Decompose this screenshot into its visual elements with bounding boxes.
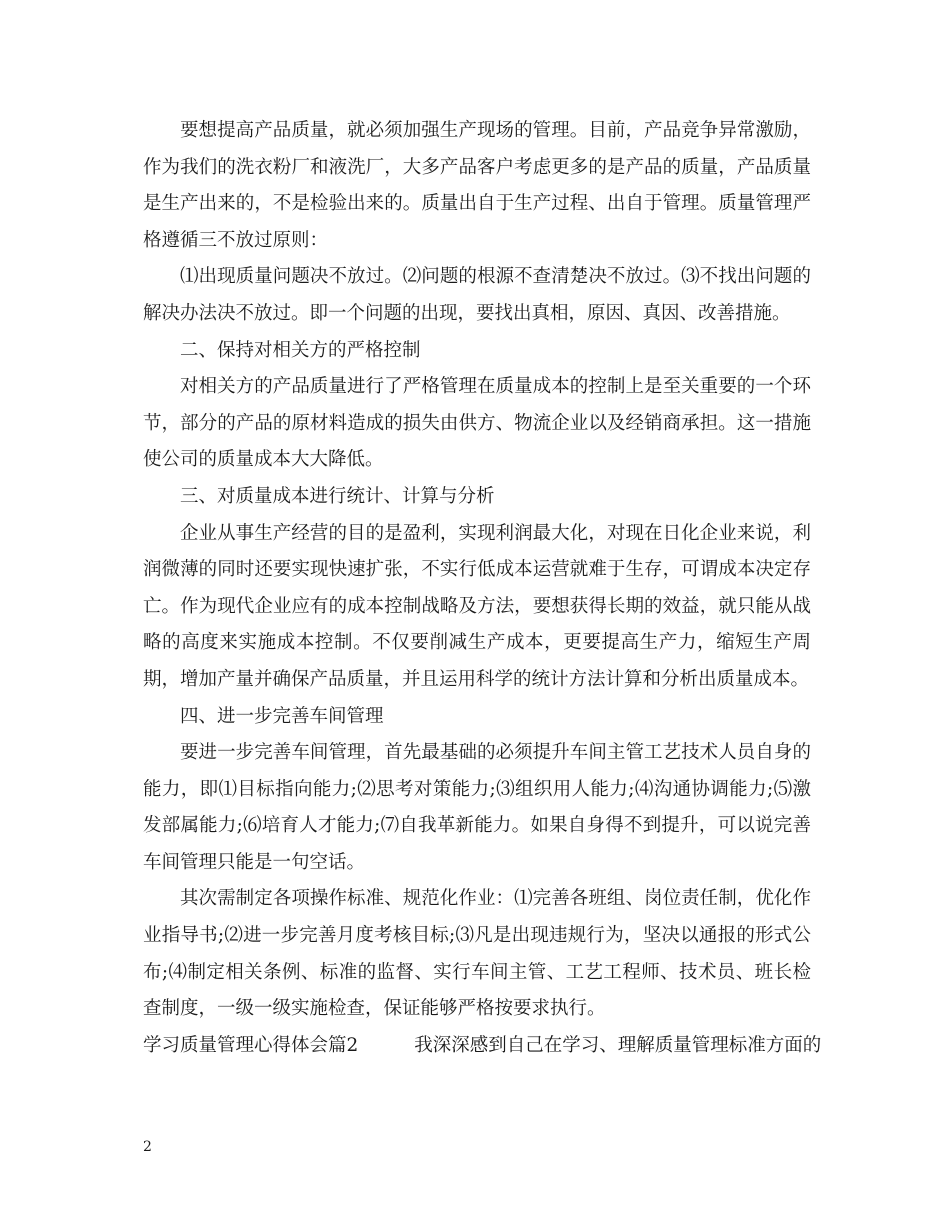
paragraph-related-parties: 对相关方的产品质量进行了严格管理在质量成本的控制上是至关重要的一个环节，部分的产品的原材料造成的损失由供方、物流企业以及经销商承担。这一措施使公司的质量成本大大降低。	[143, 376, 811, 471]
paragraph-production-site: 要想提高产品质量，就必须加强生产现场的管理。目前，产品竞争异常激励，作为我们的洗衣粉厂和液洗厂，大多产品客户考虑更多的是产品的质量，产品质量是生产出来的，不是检验出来的。质量出自于生产过程、出自于管理。质量管理严格遵循三不放过原则：	[143, 120, 811, 251]
paragraph-three-principles: ⑴出现质量问题决不放过。⑵问题的根源不查清楚决不放过。⑶不找出问题的解决办法决不放过。即一个问题的出现，要找出真相，原因、真因、改善措施。	[143, 266, 811, 324]
section-heading-2: 二、保持对相关方的严格控制	[180, 339, 421, 361]
paragraph-operating-standards: 其次需制定各项操作标准、规范化作业：⑴完善各班组、岗位责任制，优化作业指导书;⑵进一步完善月度考核目标;⑶凡是出现违规行为，坚决以通报的形式公布;⑷制定相关条例、标准的监督、实行车间主管、工艺工程师、技术员、班长检查制度，一级一级实施检查，保证能够严格按要求执行。	[143, 888, 811, 1020]
document-body	[143, 113, 822, 1064]
paragraph-workshop-management: 要进一步完善车间管理，首先最基础的必须提升车间主管工艺技术人员自身的能力，即⑴目标指向能力;⑵思考对策能力;⑶组织用人能力;⑷沟通协调能力;⑸激发部属能力;⑹培育人才能力;⑺自我革新能力。如果自身得不到提升，可以说完善车间管理只能是一句空话。	[143, 742, 811, 873]
next-article-text: 我深深感到自己在学习、理解质量管理标准方面的	[414, 1034, 822, 1056]
paragraph-cost-analysis: 企业从事生产经营的目的是盈利，实现利润最大化，对现在日化企业来说，利润微薄的同时还要实现快速扩张，不实行低成本运营就难于生存，可谓成本决定存亡。作为现代企业应有的成本控制战略及方法，要想获得长期的效益，就只能从战略的高度来实施成本控制。不仅要削减生产成本，更要提高生产力，缩短生产周期，增加产量并确保产品质量，并且运用科学的统计方法计算和分析出质量成本。	[143, 522, 811, 690]
section-heading-3: 三、对质量成本进行统计、计算与分析	[180, 485, 495, 507]
section-heading-4: 四、进一步完善车间管理	[180, 705, 384, 727]
next-article-title: 学习质量管理心得体会篇2	[143, 1034, 359, 1056]
page-number: 2	[143, 1139, 152, 1155]
tail-line	[143, 1028, 822, 1065]
